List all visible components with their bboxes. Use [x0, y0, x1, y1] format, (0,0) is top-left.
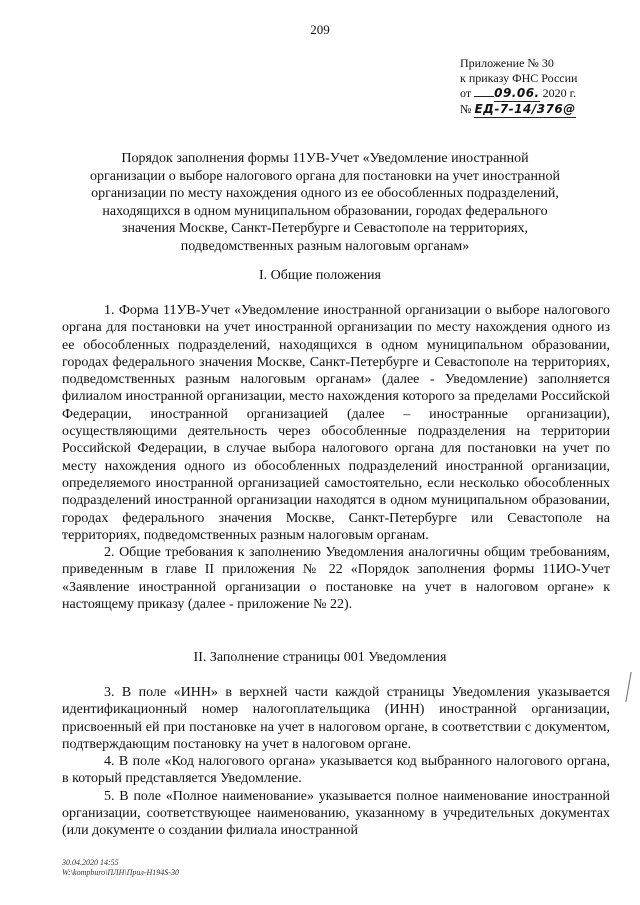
appendix-number-line	[460, 102, 577, 118]
date-prefix: от	[460, 86, 472, 100]
section-1-body	[62, 302, 610, 613]
appendix-line-2: к приказу ФНС России	[460, 71, 578, 85]
section-1-heading: I. Общие положения	[259, 268, 381, 283]
page-number: 209	[310, 22, 330, 37]
footer	[62, 858, 179, 878]
paragraph-4: 4. В поле «Код налогового органа» указывается код выбранного налогового органа, в который представляется Уведомление.	[62, 754, 610, 787]
footer-timestamp: 30.04.2020 14:55	[62, 858, 119, 867]
handwritten-date: 09.06.	[494, 86, 540, 100]
document-title: Порядок заполнения формы 11УВ-Учет «Уведомление иностранной организации о выборе налогового органа для постановки на учет иностранной организации по месту нахождения одного из ее обособленных подразделений, находящихся в одном муниципальном образовании, городах федерального значения Москве, Санкт-Петербурге и Севастополе на территориях, подведомственных разным налоговым органам»	[90, 151, 560, 254]
paragraph-3: 3. В поле «ИНН» в верхней части каждой страницы Уведомления указывается идентификационный номер налогоплательщика (ИНН) иностранной организации, присвоенный ей при постановке на учет в налоговом органе, в соответствии с документом, подтверждающим постановку на учет в налоговом органе.	[62, 685, 610, 752]
paragraph-2: 2. Общие требования к заполнению Уведомления аналогичны общим требованиям, приведенным в главе II приложения № 22 «Порядок заполнения формы 11ИО-Учет «Заявление иностранной организации о постановке на учет в налоговом органе» к настоящему приказу (далее - приложение № 22).	[62, 545, 610, 613]
date-suffix: 2020 г.	[542, 86, 577, 100]
number-prefix: №	[460, 102, 472, 116]
appendix-block	[460, 56, 577, 118]
section-2-body	[62, 684, 610, 840]
appendix-date-line	[460, 86, 577, 102]
appendix-line-1: Приложение № 30	[460, 56, 554, 70]
section-2-heading: II. Заполнение страницы 001 Уведомления	[193, 650, 447, 665]
handwritten-order-number: ЕД-7-14/376@	[474, 102, 576, 116]
paragraph-1: 1. Форма 11УВ-Учет «Уведомление иностранной организации о выборе налогового органа для постановки на учет иностранной организации по месту нахождения одного из ее обособленных подразделений, находящихся в одном муниципальном образовании, городах федерального значения Москве, Санкт-Петербурге и Севастополе на территориях, подведомственных разным налоговым органам» (далее - Уведомление) заполняется филиалом иностранной организации, место нахождения которого за пределами Российской Федерации, иностранной организацией (далее – иностранные организации), осуществляющими деятельность через обособленные подразделения на территории Российской Федерации, в случае выбора налогового органа для постановки на учет по месту нахождения одного из обособленных подразделений иностранной организации, определяемого иностранной организацией самостоятельно, если несколько обособленных подразделений иностранной организации находятся в одном муниципальном образовании, городах федерального значения Москве, Санкт-Петербурге или Севастополе на территориях, подведомственных разным налоговым органам.	[62, 303, 610, 543]
date-underline	[474, 96, 494, 97]
footer-file-path: W:\kompburo\ПЛН\Прил-Н194S-30	[62, 868, 179, 877]
margin-pen-mark	[625, 672, 639, 702]
paragraph-5: 5. В поле «Полное наименование» указывается полное наименование иностранной организации, соответствующее наименованию, указанному в учредительных документах (или документе о создании филиала иностранной	[62, 788, 610, 839]
